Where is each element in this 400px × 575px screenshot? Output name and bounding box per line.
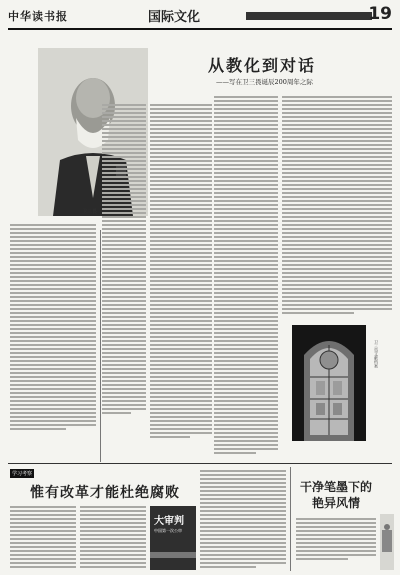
text-column — [200, 470, 286, 570]
text-column — [296, 518, 376, 562]
text-column — [214, 96, 278, 456]
column-rule — [100, 230, 101, 462]
text-column — [10, 224, 96, 432]
book-stripe — [150, 552, 196, 558]
main-headline: 从教化到对话 — [208, 56, 317, 75]
main-subhead: ——写在卫三畏诞辰200周年之际 — [216, 78, 313, 86]
book-subtitle: 中国第一次公审 — [154, 528, 182, 533]
section-title: 国际文化 — [148, 10, 201, 25]
book-cover — [150, 506, 196, 570]
book-title: 大审判 — [154, 516, 184, 527]
lower-left-headline: 惟有改革才能杜绝腐败 — [30, 485, 180, 501]
section-tag: 学习考察 — [12, 471, 33, 477]
photo-caption: 卫三畏文献档案 — [374, 340, 379, 368]
text-column — [102, 104, 146, 416]
paper-name: 中华读书报 — [8, 10, 68, 23]
lower-right-headline-1: 干净笔墨下的 — [300, 480, 373, 494]
text-column — [150, 104, 212, 440]
lower-right-headline-2: 艳异风情 — [312, 496, 361, 510]
text-column — [80, 506, 146, 570]
column-rule — [290, 467, 291, 571]
date-info-bar — [246, 12, 372, 20]
text-column — [282, 96, 392, 316]
masthead — [8, 6, 392, 30]
horizontal-rule — [8, 463, 392, 464]
stained-glass-photo — [292, 325, 366, 441]
page-number: 19 — [368, 4, 392, 24]
portrait-caption: 卫三畏 — [82, 209, 98, 215]
text-column — [10, 506, 76, 570]
small-figure-image — [380, 514, 394, 570]
